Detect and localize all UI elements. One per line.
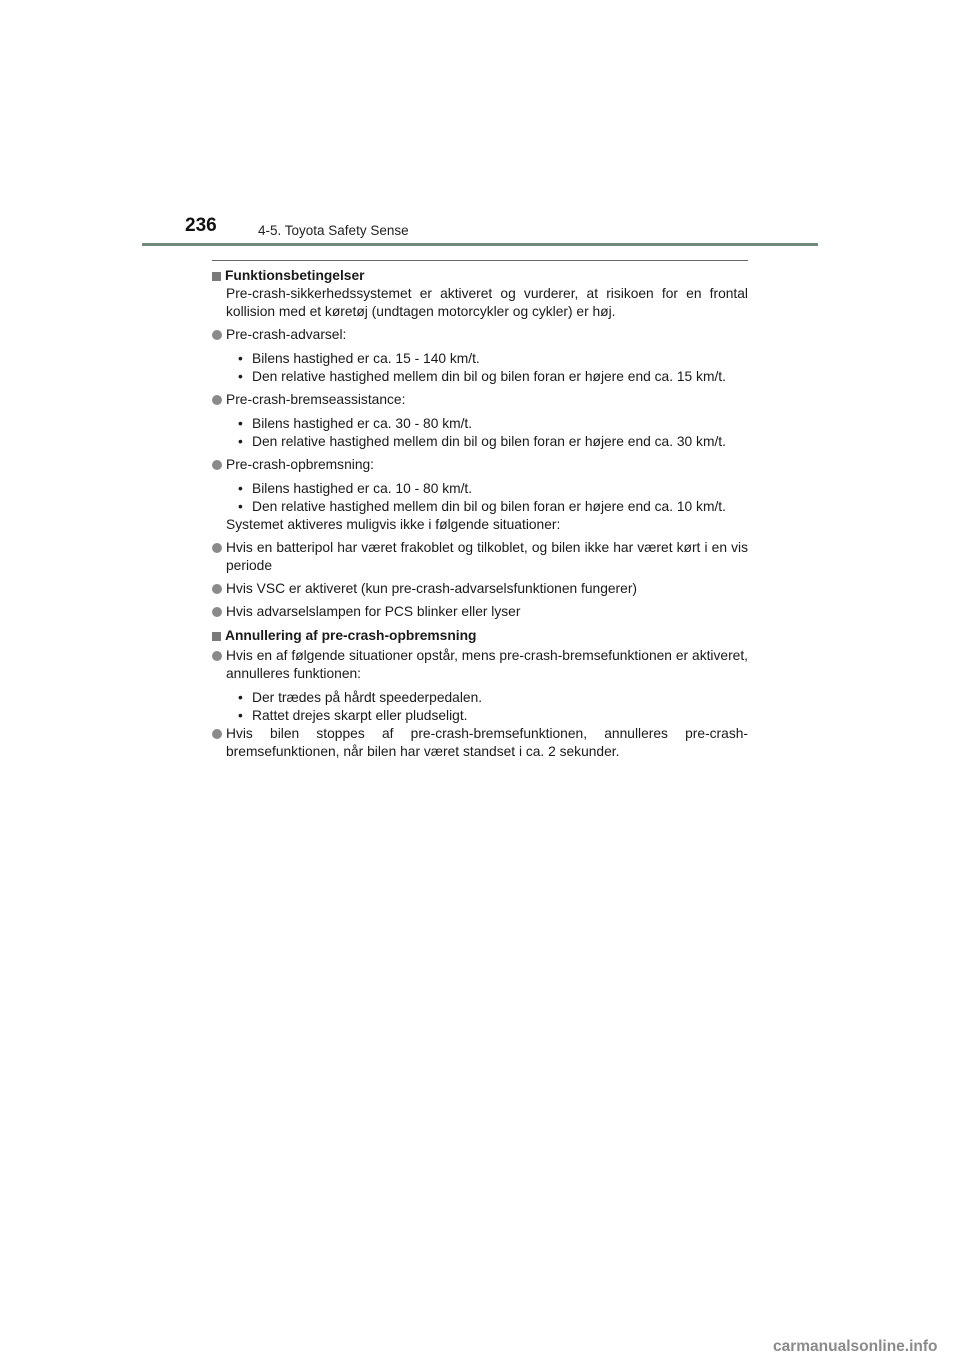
bullet-text: Hvis VSC er aktiveret (kun pre-crash-advarselsfunktionen fungerer): [226, 581, 638, 596]
square-bullet-icon: [212, 272, 221, 281]
section-intro: Pre-crash-sikkerhedssystemet er aktiveret og vurderer, at risikoen for en frontal kollision med et køretøj (undtagen motorcykler og cykler) er høj.: [226, 286, 748, 319]
section-title: 4-5. Toyota Safety Sense: [258, 223, 409, 238]
note-text: Systemet aktiveres muligvis ikke i følgende situationer:: [226, 517, 561, 532]
bullet-text: Hvis en batteripol har været frakoblet og tilkoblet, og bilen ikke har været kørt i en vis periode: [226, 540, 748, 573]
list-item: [212, 539, 748, 575]
circle-bullet-icon: [212, 395, 222, 405]
list-item: [212, 456, 748, 474]
sub-item: [238, 368, 748, 386]
dot-marker: •: [238, 434, 243, 449]
sub-item-text: Rattet drejes skarpt eller pludseligt.: [252, 708, 468, 723]
dot-marker: •: [238, 690, 243, 705]
list-item: [212, 647, 748, 683]
circle-bullet-icon: [212, 607, 222, 617]
dot-marker: •: [238, 416, 243, 431]
page-number: 236: [185, 215, 217, 236]
sub-item: [238, 689, 748, 707]
watermark: carmanualsonline.info: [773, 1338, 938, 1355]
sub-item: [238, 433, 748, 451]
bullet-text: Pre-crash-bremseassistance:: [226, 392, 406, 407]
list-item: [212, 725, 748, 761]
sub-item-text: Den relative hastighed mellem din bil og bilen foran er højere end ca. 30 km/t.: [252, 434, 726, 449]
dot-marker: •: [238, 351, 243, 366]
bullet-text: Pre-crash-opbremsning:: [226, 457, 374, 472]
circle-bullet-icon: [212, 543, 222, 553]
bullet-text: Hvis en af følgende situationer opstår, mens pre-crash-bremsefunktionen er aktiveret, annulleres funktionen:: [226, 648, 748, 681]
sub-item: [238, 498, 748, 516]
circle-bullet-icon: [212, 460, 222, 470]
dot-marker: •: [238, 499, 243, 514]
sub-item: [238, 707, 748, 725]
circle-bullet-icon: [212, 651, 222, 661]
list-item: [212, 580, 748, 598]
dot-marker: •: [238, 708, 243, 723]
section-heading-text: Funktionsbetingelser: [225, 268, 365, 283]
square-bullet-icon: [212, 632, 221, 641]
bullet-text: Pre-crash-advarsel:: [226, 327, 347, 342]
list-item: [212, 326, 748, 344]
section-heading: [212, 267, 748, 285]
sub-item-text: Der trædes på hårdt speederpedalen.: [252, 690, 483, 705]
section-heading: [212, 627, 748, 645]
header-rule: [142, 243, 818, 246]
dot-marker: •: [238, 481, 243, 496]
sub-item-text: Den relative hastighed mellem din bil og bilen foran er højere end ca. 10 km/t.: [252, 499, 726, 514]
circle-bullet-icon: [212, 729, 222, 739]
section-heading-text: Annullering af pre-crash-opbremsning: [225, 628, 477, 643]
bullet-text: Hvis advarselslampen for PCS blinker eller lyser: [226, 604, 521, 619]
sub-item-text: Bilens hastighed er ca. 30 - 80 km/t.: [252, 416, 473, 431]
sub-item: [238, 480, 748, 498]
list-item: [212, 603, 748, 621]
page-content: [212, 265, 748, 761]
list-item: [212, 391, 748, 409]
sub-item-text: Bilens hastighed er ca. 10 - 80 km/t.: [252, 481, 473, 496]
bullet-text: Hvis bilen stoppes af pre-crash-bremsefunktionen, annulleres pre-crash-bremsefunktionen, når bilen har været standset i ca. 2 sekunder.: [226, 726, 748, 759]
sub-item-text: Bilens hastighed er ca. 15 - 140 km/t.: [252, 351, 480, 366]
circle-bullet-icon: [212, 330, 222, 340]
sub-item: [238, 350, 748, 368]
circle-bullet-icon: [212, 584, 222, 594]
sub-item-text: Den relative hastighed mellem din bil og bilen foran er højere end ca. 15 km/t.: [252, 369, 726, 384]
content-rule: [212, 260, 748, 261]
dot-marker: •: [238, 369, 243, 384]
sub-item: [238, 415, 748, 433]
